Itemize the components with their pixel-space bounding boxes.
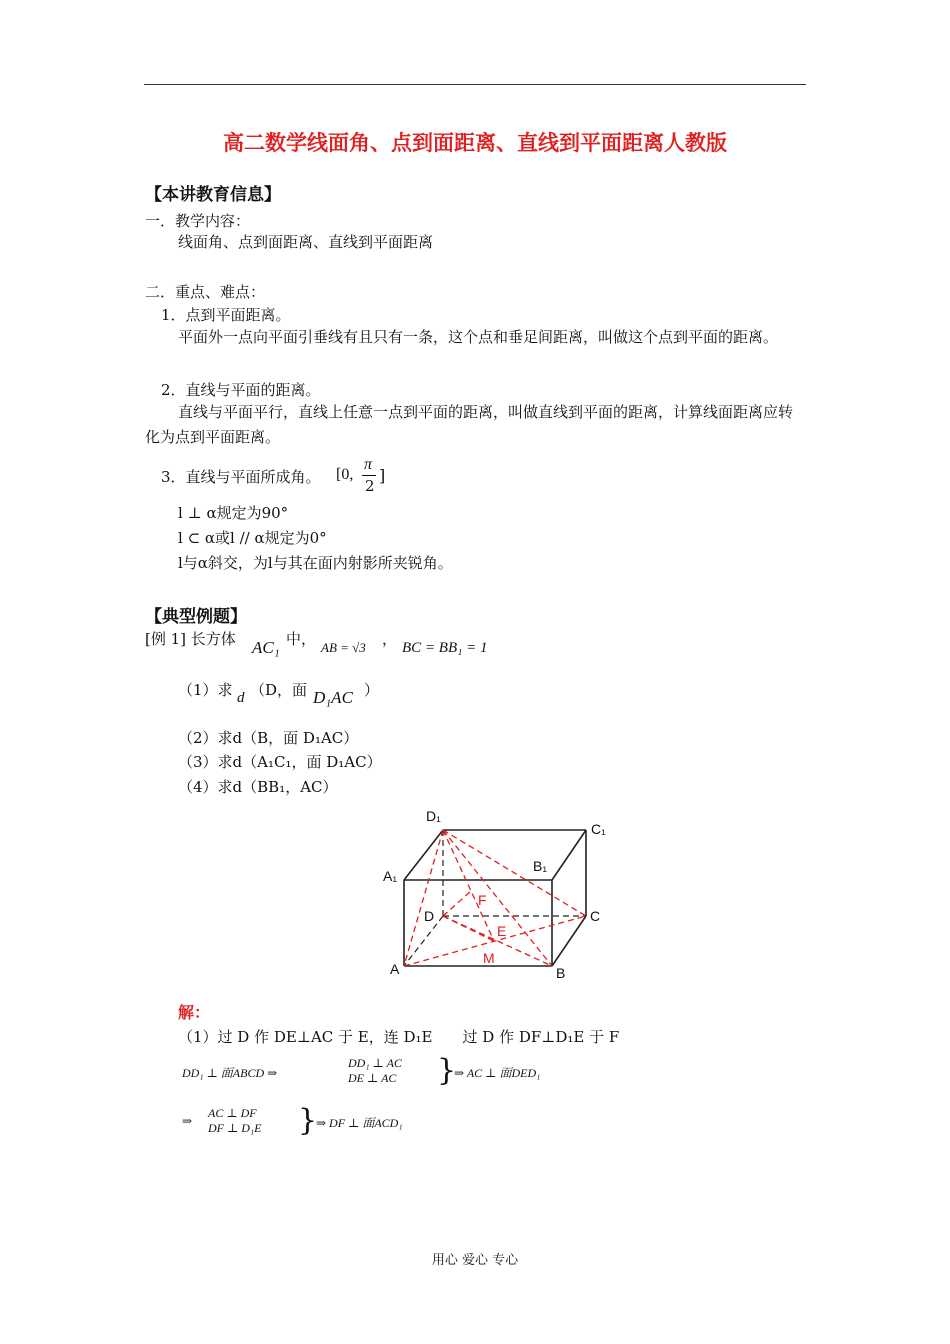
point2-label: 2．直线与平面的距离。 bbox=[161, 381, 321, 399]
rule-perpendicular: l ⊥ α规定为90° bbox=[178, 504, 289, 522]
formula1-brace: } bbox=[437, 1053, 457, 1088]
label-c1: C₁ bbox=[591, 821, 606, 837]
point3-label: 3．直线与平面所成角。 bbox=[161, 468, 321, 486]
question1-d: d bbox=[237, 690, 245, 706]
condition-ab: AB = √3 bbox=[321, 640, 366, 655]
angle-range-close: ] bbox=[379, 466, 386, 485]
auxiliary-lines bbox=[404, 830, 586, 966]
label-c: C bbox=[590, 908, 601, 924]
rule-oblique: l与α斜交，为l与其在面内射影所夹锐角。 bbox=[178, 554, 453, 572]
section-heading-examples: 【典型例题】 bbox=[145, 607, 247, 627]
formula2-bottom: DF ⊥ D₁E bbox=[208, 1121, 262, 1135]
question1-args: （D，面 bbox=[250, 681, 308, 699]
page-footer: 用心 爱心 专心 bbox=[431, 1253, 519, 1268]
question1-prefix: （1）求 bbox=[178, 681, 233, 699]
example1-mid: 中， bbox=[286, 630, 317, 648]
header-rule bbox=[144, 84, 806, 85]
formula2-top: AC ⊥ DF bbox=[208, 1106, 257, 1120]
label-d: D bbox=[424, 908, 435, 924]
question2: （2）求d（B，面 D₁AC） bbox=[178, 729, 359, 747]
formula1-left: DD₁ ⊥ 面ABCD ⇒ bbox=[182, 1066, 278, 1080]
example1-body: AC₁ bbox=[252, 638, 280, 657]
item2-heading: 二．重点、难点： bbox=[145, 283, 266, 301]
formula1-bottom: DE ⊥ AC bbox=[348, 1071, 397, 1085]
formula1-right: ⇒ AC ⊥ 面DED₁ bbox=[454, 1066, 541, 1080]
formula2-brace: } bbox=[298, 1103, 318, 1138]
section-heading-info: 【本讲教育信息】 bbox=[145, 185, 281, 205]
formula1-top: DD₁ ⊥ AC bbox=[348, 1056, 402, 1070]
item1-body: 线面角、点到面距离、直线到平面距离 bbox=[178, 233, 434, 251]
cuboid-hidden-edges bbox=[404, 830, 586, 966]
condition-sep: ， bbox=[382, 630, 398, 648]
label-a: A bbox=[390, 961, 400, 977]
formula2-right: ⇒ DF ⊥ 面ACD₁ bbox=[316, 1116, 403, 1130]
label-b: B bbox=[556, 965, 566, 981]
label-a1: A₁ bbox=[383, 868, 398, 884]
cuboid-solid-edges bbox=[404, 830, 586, 966]
question1-plane: D₁AC bbox=[313, 688, 353, 707]
angle-range-num: π bbox=[364, 456, 373, 473]
label-b1: B₁ bbox=[533, 858, 548, 874]
label-f: F bbox=[478, 892, 487, 908]
item1-heading: 一．教学内容： bbox=[145, 212, 251, 230]
label-d1: D₁ bbox=[426, 808, 441, 824]
question3: （3）求d（A₁C₁，面 D₁AC） bbox=[178, 753, 382, 771]
condition-bc: BC = BB₁ = 1 bbox=[402, 640, 488, 656]
label-m: M bbox=[483, 950, 495, 966]
solution-step1: （1）过 D 作 DE⊥AC 于 E，连 D₁E 过 D 作 DF⊥D₁E 于 F bbox=[178, 1028, 620, 1046]
solution-label: 解： bbox=[178, 1003, 211, 1022]
formula2-left: ⇒ bbox=[182, 1114, 193, 1128]
page-title: 高二数学线面角、点到面距离、直线到平面距离人教版 bbox=[223, 130, 727, 155]
question4: （4）求d（BB₁，AC） bbox=[178, 778, 338, 796]
fraction-bar bbox=[362, 475, 376, 476]
question1-close: ） bbox=[364, 681, 380, 699]
example1-label: [例 1] 长方体 bbox=[145, 630, 236, 648]
cuboid-figure bbox=[370, 800, 630, 990]
point1-label: 1．点到平面距离。 bbox=[161, 306, 291, 324]
label-e: E bbox=[497, 923, 507, 939]
angle-range-den: 2 bbox=[365, 477, 375, 495]
point2-text: 直线与平面平行，直线上任意一点到平面的距离，叫做直线到平面的距离，计算线面距离应转化为点到平面距离。 bbox=[145, 403, 794, 446]
rule-parallel: l ⊂ α或l // α规定为0° bbox=[178, 529, 327, 547]
angle-range-open: [0, bbox=[336, 466, 354, 483]
point1-text: 平面外一点向平面引垂线有且只有一条，这个点和垂足间距离，叫做这个点到平面的距离。 bbox=[178, 328, 779, 346]
